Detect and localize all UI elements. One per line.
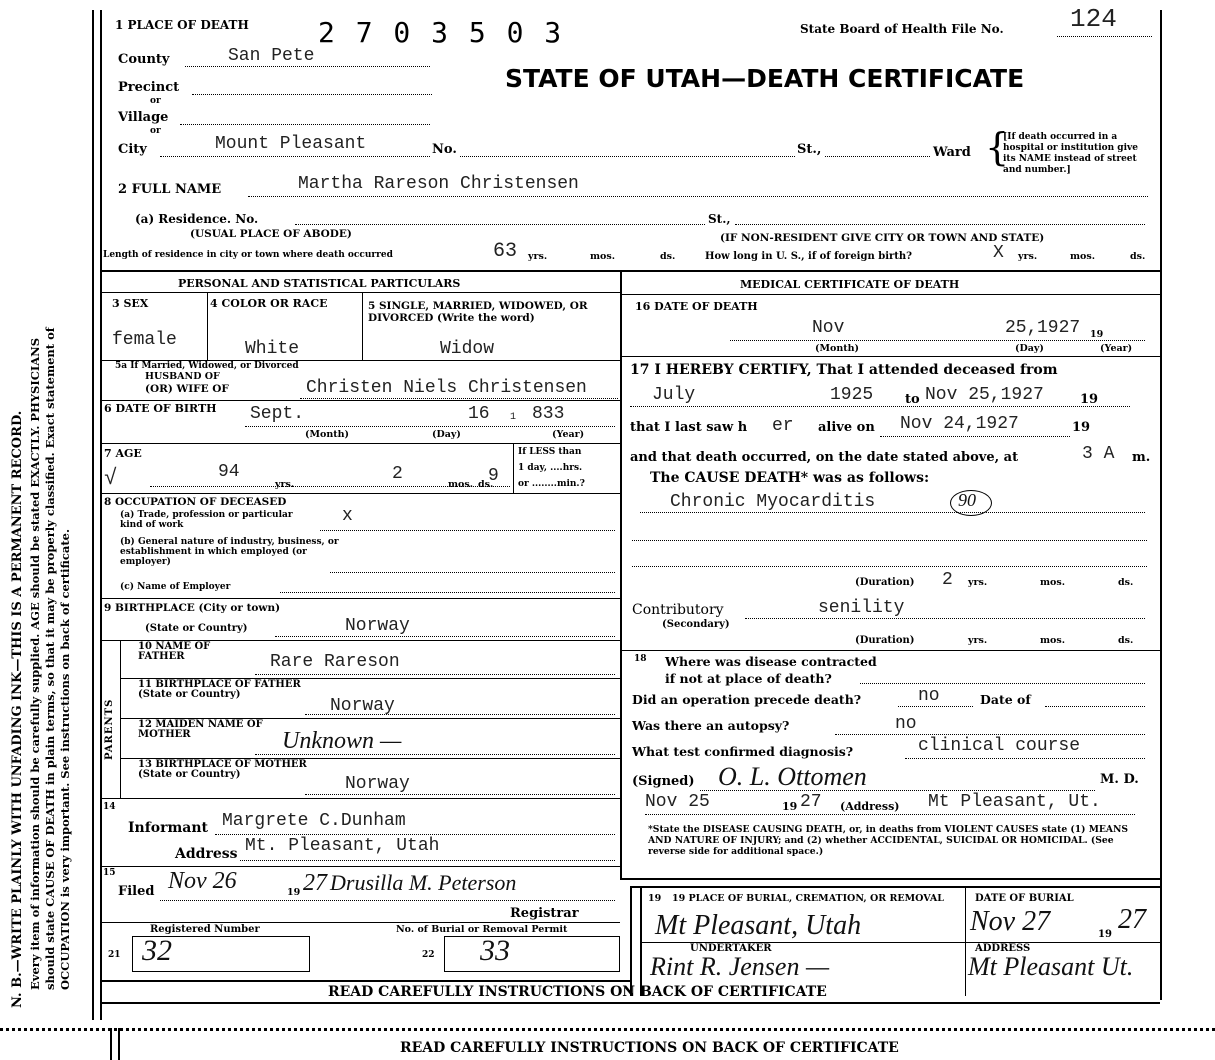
mother-name-line [255,754,615,755]
burial-year-value: 27 [1118,904,1146,935]
death-year-prefix: 19 [1090,329,1104,340]
full-name-line [248,196,1148,197]
rule [965,886,966,996]
date-of-death-label: 16 DATE OF DEATH [635,300,758,313]
occupation-b-label: (b) General nature of industry, business, or establishment in which employed (or employer) [120,537,339,567]
last-saw-text-2: alive on [818,420,875,435]
cause-code: 90 [958,490,976,510]
father-name-value: Rare Rareson [270,652,400,672]
file-no-label: State Board of Health File No. [800,22,1004,36]
burial-date-label: DATE OF BURIAL [975,893,1074,904]
institution-note: [If death occurred in a hospital or institution give its NAME instead of street and number.] [1003,132,1138,175]
age-years: 94 [218,462,240,482]
dob-line [245,426,615,427]
us-yrs: yrs. [1018,251,1038,262]
residence-st-label: St., [708,212,731,226]
contributory-label: Contributory [632,602,724,618]
or-label-1: or [150,96,161,106]
death-day-caption: (Day) [1015,343,1044,354]
medical-address-value: Mt Pleasant, Ut. [928,792,1101,812]
duration-ds: ds. [1118,577,1134,588]
how-long-us-value: X [993,243,1004,263]
test-value: clinical course [918,736,1081,756]
address-label: Address [175,846,238,862]
duration2-label: (Duration) [855,635,915,646]
village-label: Village [118,110,169,125]
mother-name-value: Unknown — [282,728,402,754]
nonresident-label: (IF NON-RESIDENT GIVE CITY OR TOWN AND STATE) [720,232,1045,244]
duration2-yrs: yrs. [968,635,988,646]
signed-label: (Signed) [632,774,695,789]
age-months: 2 [392,464,403,484]
file-no-line [1057,36,1152,37]
father-name-label: 10 NAME OF FATHER [138,641,211,662]
marital-label: 5 SINGLE, MARRIED, WIDOWED, OR DIVORCED (Write the word) [368,300,588,324]
death-month-caption: (Month) [815,343,860,354]
mother-birthplace-label: 13 BIRTHPLACE OF MOTHER (State or Country) [138,759,307,780]
birthplace-sub-label: (State or Country) [145,623,248,634]
street-line [460,156,795,157]
occupation-c-label: (c) Name of Employer [120,582,231,592]
age-label: 7 AGE [104,447,142,460]
contributory-value: senility [818,598,905,618]
filed-date: Nov 26 [168,868,237,894]
burial-address-label: ADDRESS [975,943,1031,954]
registrar-label: Registrar [510,906,579,921]
rule [100,493,620,494]
last-saw-line [880,436,1070,437]
us-ds: ds. [1130,251,1146,262]
death-year: 1927 [1037,318,1081,338]
length-yrs: yrs. [528,251,548,262]
rule [630,886,1160,888]
form-border-left [92,10,94,1020]
burial-place-value: Mt Pleasant, Utah [655,910,862,941]
certificate-number: 2 7 0 3 5 0 3 [318,16,564,49]
duration2-mos: mos. [1040,635,1066,646]
dob-year: 833 [532,404,565,424]
q18-text-b: if not at place of death? [665,671,832,686]
burial-place-label: 19 PLACE OF BURIAL, CREMATION, OR REMOVAL [672,893,944,904]
rule [100,443,620,444]
full-name-value: Martha Rareson Christensen [298,174,579,194]
age-check: √ [104,466,118,491]
medical-footnote: *State the DISEASE CAUSING DEATH, or, in deaths from VIOLENT CAUSES state (1) MEANS AND NATURE OF INJURY; and (2) whether ACCIDENTAL, SUICIDAL OR HOMICIDAL. (See reverse side for additional space.) [648,824,1129,857]
father-name-line [255,674,615,675]
operation-value: no [918,686,940,706]
death-year-caption: (Year) [1100,343,1133,354]
rule [100,980,630,982]
form-border-left-inner [100,10,102,1020]
registered-number-value: 32 [142,934,172,967]
burial-address-value: Mt Pleasant Ut. [968,952,1134,981]
duration-yrs: yrs. [968,577,988,588]
occupation-a-label: (a) Trade, profession or particular kind of work [120,510,293,530]
rule [100,798,620,799]
signed-line [700,790,1095,791]
city-label: City [118,142,147,157]
perforation-line [0,1028,1215,1031]
ward-label: Ward [933,145,971,160]
rule [100,400,620,401]
registered-number-label: Registered Number [150,924,260,935]
to-label: to [905,392,920,407]
dob-day-caption: (Day) [432,429,461,440]
birthplace-value: Norway [345,616,410,636]
rule [362,292,363,360]
informant-value: Margrete C.Dunham [222,811,406,831]
death-time-text: and that death occurred, on the date stated above, at [630,450,1019,465]
institution-brace: { [985,125,1010,169]
age-yrs-label: yrs. [275,479,295,490]
last-saw-her: er [772,416,794,436]
certificate-title: STATE OF UTAH—DEATH CERTIFICATE [505,64,1025,93]
occupation-c-line [280,592,615,593]
ward-line [825,156,930,157]
contributory-line [745,618,1145,619]
residence-label: (a) Residence. No. [135,212,259,226]
cause-line-3 [632,566,1147,567]
spouse-label-2: HUSBAND OF [145,371,220,382]
age-ds-label: ds. [478,479,494,490]
medical-address-label: (Address) [840,800,900,813]
precinct-line [192,94,432,95]
occupation-a-value: x [342,506,353,526]
county-line [185,66,430,67]
occupation-label: 8 OCCUPATION OF DECEASED [104,496,287,508]
spouse-label-3: (OR) WIFE OF [145,383,229,395]
registrar-signature: Drusilla M. Peterson [330,870,517,895]
informant-number: 14 [103,802,116,812]
place-of-death-label: 1 PLACE OF DEATH [115,18,249,32]
file-no-value: 124 [1070,4,1117,34]
attended-line [630,406,1130,407]
side-note-line2: Every item of information should be carefully supplied. AGE should be stated EXACTLY. PHYSICIANS [28,337,42,990]
burial-year-prefix: 19 [1098,929,1112,940]
medical-address-line [645,814,1135,815]
village-line [180,124,430,125]
rule [620,878,1160,880]
burial-permit-box [444,936,620,972]
father-birthplace-label: 11 BIRTHPLACE OF FATHER (State or Country) [138,679,301,700]
medical-section-title: MEDICAL CERTIFICATE OF DEATH [740,278,960,291]
city-st-label: St., [797,142,822,157]
attended-from: July [652,385,696,405]
autopsy-line [835,734,1145,735]
md-label: M. D. [1100,772,1139,787]
city-no-label: No. [432,142,457,157]
color-label: 4 COLOR OR RACE [210,297,328,310]
length-ds: ds. [660,251,676,262]
secondary-label: (Secondary) [662,619,730,630]
rule [100,922,620,923]
q18-text-a: Where was disease contracted [665,654,877,669]
rule [630,886,632,996]
attended-to-year-suffix: 19 [1080,392,1099,407]
filed-label: Filed [118,884,155,899]
duration2-ds: ds. [1118,635,1134,646]
or-label-2: or [150,126,161,136]
usual-abode-label: (USUAL PLACE OF ABODE) [190,228,352,240]
last-saw-text-3: 19 [1072,420,1091,435]
registered-number-prefix: 21 [108,950,121,960]
mother-birthplace-value: Norway [345,774,410,794]
undertaker-value: Rint R. Jensen — [650,952,830,981]
sex-value: female [112,330,177,350]
autopsy-value: no [895,714,917,734]
filed-number: 15 [103,868,116,878]
last-saw-date: Nov 24,1927 [900,414,1019,434]
age-days: 9 [488,466,499,486]
cause-value: Chronic Myocarditis [670,492,876,512]
color-value: White [245,339,300,359]
less-than-label-3: or ........min.? [518,479,585,489]
filed-line [160,900,615,901]
form-border-right [1160,10,1162,1000]
duration-value: 2 [942,570,953,590]
personal-section-title: PERSONAL AND STATISTICAL PARTICULARS [178,277,461,290]
death-day: 25, [1005,318,1038,338]
rule [120,640,121,798]
duration-label: (Duration) [855,577,915,588]
mother-name-label: 12 MAIDEN NAME OF MOTHER [138,719,263,740]
occupation-b-line [330,572,615,573]
cause-label: The CAUSE DEATH* was as follows: [650,470,930,486]
section-rule [100,270,1160,272]
death-month: Nov [812,318,845,338]
burial-place-label-num: 19 [648,893,662,904]
side-note-permanent-record: N. B.—WRITE PLAINLY WITH UNFADING INK—THIS IS A PERMANENT RECORD. [10,410,25,1008]
address-value: Mt. Pleasant, Utah [245,836,440,856]
less-than-label-1: If LESS than [518,447,582,457]
rule [620,294,1160,295]
residence-line [295,224,705,225]
filed-year: 27 [303,870,327,896]
operation-label: Did an operation precede death? [632,692,862,707]
birthplace-label: 9 BIRTHPLACE (City or town) [104,602,281,614]
side-note-line3: should state CAUSE OF DEATH in plain terms, so that it may be properly classified. Exact statement of [43,327,57,990]
last-saw-text-1: that I last saw h [630,420,748,435]
cause-line-2 [632,540,1147,541]
mother-birthplace-line [305,794,615,795]
full-name-label: 2 FULL NAME [118,182,222,197]
signed-date: Nov 25 [645,792,710,812]
length-residence-value: 63 [493,240,518,263]
how-long-us-label: How long in U. S., if of foreign birth? [705,251,913,262]
rule [100,292,620,293]
rule [620,356,1160,357]
death-date-line [730,340,1145,341]
undertaker-label: UNDERTAKER [690,943,772,954]
burial-permit-label: No. of Burial or Removal Permit [396,924,568,935]
father-birthplace-line [305,714,615,715]
test-label: What test confirmed diagnosis? [632,744,854,759]
signed-year: 27 [800,792,822,812]
autopsy-label: Was there an autopsy? [632,718,790,733]
spouse-value: Christen Niels Christensen [306,378,587,398]
date-of-label: Date of [980,692,1031,707]
dob-year-caption: (Year) [552,429,585,440]
us-mos: mos. [1070,251,1096,262]
side-note-line4: OCCUPATION is very important. See instructions on back of certificate. [58,529,72,990]
signed-year-prefix: 19 [782,800,798,813]
date-of-line [1045,706,1145,707]
rule [100,598,620,599]
burial-permit-prefix: 22 [422,950,435,960]
q18-line [860,683,1145,684]
age-line [150,486,510,487]
test-line [905,758,1145,759]
dob-day: 16 [468,404,490,424]
length-mos: mos. [590,251,616,262]
operation-line [898,706,973,707]
death-time-m: m. [1132,450,1151,465]
dob-month: Sept. [250,404,305,424]
rule [100,1002,1160,1004]
sex-label: 3 SEX [112,297,149,310]
rule [207,292,208,360]
rule [513,443,514,493]
length-residence-label: Length of residence in city or town where death occurred [103,250,393,260]
dob-month-caption: (Month) [305,429,350,440]
rule [110,1028,112,1060]
burial-date-value: Nov 27 [970,906,1051,937]
marital-value: Widow [440,339,495,359]
father-birthplace-value: Norway [330,696,395,716]
birthplace-line [275,636,615,637]
filed-year-prefix: 19 [287,887,301,898]
burial-permit-value: 33 [480,934,510,967]
informant-line [215,834,615,835]
county-label: County [118,52,170,67]
city-value: Mount Pleasant [215,134,367,154]
duration-mos: mos. [1040,577,1066,588]
occupation-a-line [320,530,615,531]
death-time: 3 A [1082,444,1115,464]
county-value: San Pete [228,46,315,66]
parents-side-label: PARENTS [104,698,115,760]
spouse-line [300,398,618,399]
rule [640,886,642,996]
residence-st-line [735,224,1145,225]
cause-line-1 [640,512,1145,513]
instructions-text: READ CAREFULLY INSTRUCTIONS ON BACK OF CERTIFICATE [328,984,827,1000]
rule [118,1028,120,1060]
less-than-label-2: 1 day, ....hrs. [518,463,583,473]
q18-number: 18 [634,654,647,664]
rule [100,866,620,867]
spouse-label-1: 5a If Married, Widowed, or Divorced [115,361,299,371]
instructions-repeat: READ CAREFULLY INSTRUCTIONS ON BACK OF CERTIFICATE [400,1040,899,1056]
dob-label: 6 DATE OF BIRTH [104,402,217,415]
age-mos-label: mos. [448,479,474,490]
certify-text: 17 I HEREBY CERTIFY, That I attended deceased from [630,362,1058,378]
precinct-label: Precinct [118,80,180,95]
physician-signature: O. L. Ottomen [718,762,867,791]
address-line [240,860,615,861]
column-divider [620,270,622,878]
attended-from-year: 1925 [830,385,874,405]
informant-label: Informant [128,820,208,836]
city-line [160,156,430,157]
rule [620,650,1160,651]
attended-to: Nov 25,1927 [925,385,1044,405]
dob-year-prefix: 1 [510,412,517,423]
